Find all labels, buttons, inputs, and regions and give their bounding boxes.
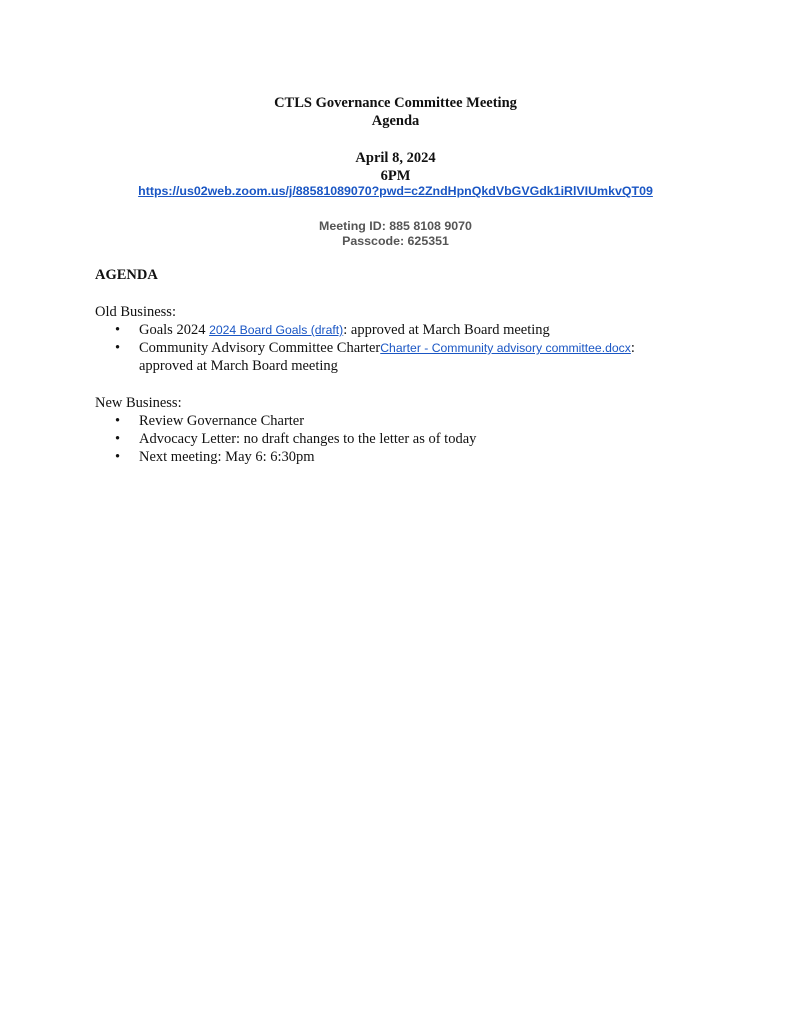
list-item: [95, 321, 705, 339]
item-text: Community Advisory Committee Charter: [139, 340, 381, 356]
old-business-label: Old Business:: [95, 304, 176, 320]
old-business-list: [95, 321, 705, 375]
bullet-icon: •: [115, 322, 121, 338]
agenda-heading: AGENDA: [95, 267, 158, 283]
meeting-passcode: Passcode: 625351: [342, 234, 449, 248]
title-line-2: Agenda: [371, 113, 420, 129]
item-text: Advocacy Letter: no draft changes to the letter as of today: [139, 431, 477, 447]
meeting-credentials: [0, 219, 791, 249]
list-item: [95, 448, 705, 466]
meeting-date: April 8, 2024: [355, 150, 436, 166]
meeting-id: Meeting ID: 885 8108 9070: [319, 219, 472, 233]
new-business-list: [95, 412, 705, 466]
list-item: [95, 430, 705, 448]
item-text: : approved at March Board meeting: [343, 322, 550, 338]
charter-document-link[interactable]: Charter - Community advisory committee.docx: [380, 341, 631, 355]
board-goals-link[interactable]: 2024 Board Goals (draft): [209, 323, 344, 337]
item-text: Goals 2024: [139, 322, 210, 338]
old-business-section: [95, 303, 705, 375]
item-text-continued: approved at March Board meeting: [139, 358, 338, 374]
item-text: Next meeting: May 6: 6:30pm: [139, 449, 315, 465]
meeting-datetime: [0, 149, 791, 185]
list-item: [95, 339, 705, 375]
title-line-1: CTLS Governance Committee Meeting: [274, 95, 517, 111]
new-business-section: [95, 394, 705, 466]
meeting-time: 6PM: [380, 168, 411, 184]
document-title: [0, 94, 791, 130]
item-text: Review Governance Charter: [139, 413, 305, 429]
zoom-link[interactable]: https://us02web.zoom.us/j/88581089070?pwd=c2ZndHpnQkdVbGVGdk1iRlVIUmkvQT09: [138, 184, 653, 198]
bullet-icon: •: [115, 449, 121, 465]
bullet-icon: •: [115, 340, 121, 356]
bullet-icon: •: [115, 413, 121, 429]
new-business-label: New Business:: [95, 395, 182, 411]
list-item: [95, 412, 705, 430]
bullet-icon: •: [115, 431, 121, 447]
item-text: :: [630, 340, 635, 356]
